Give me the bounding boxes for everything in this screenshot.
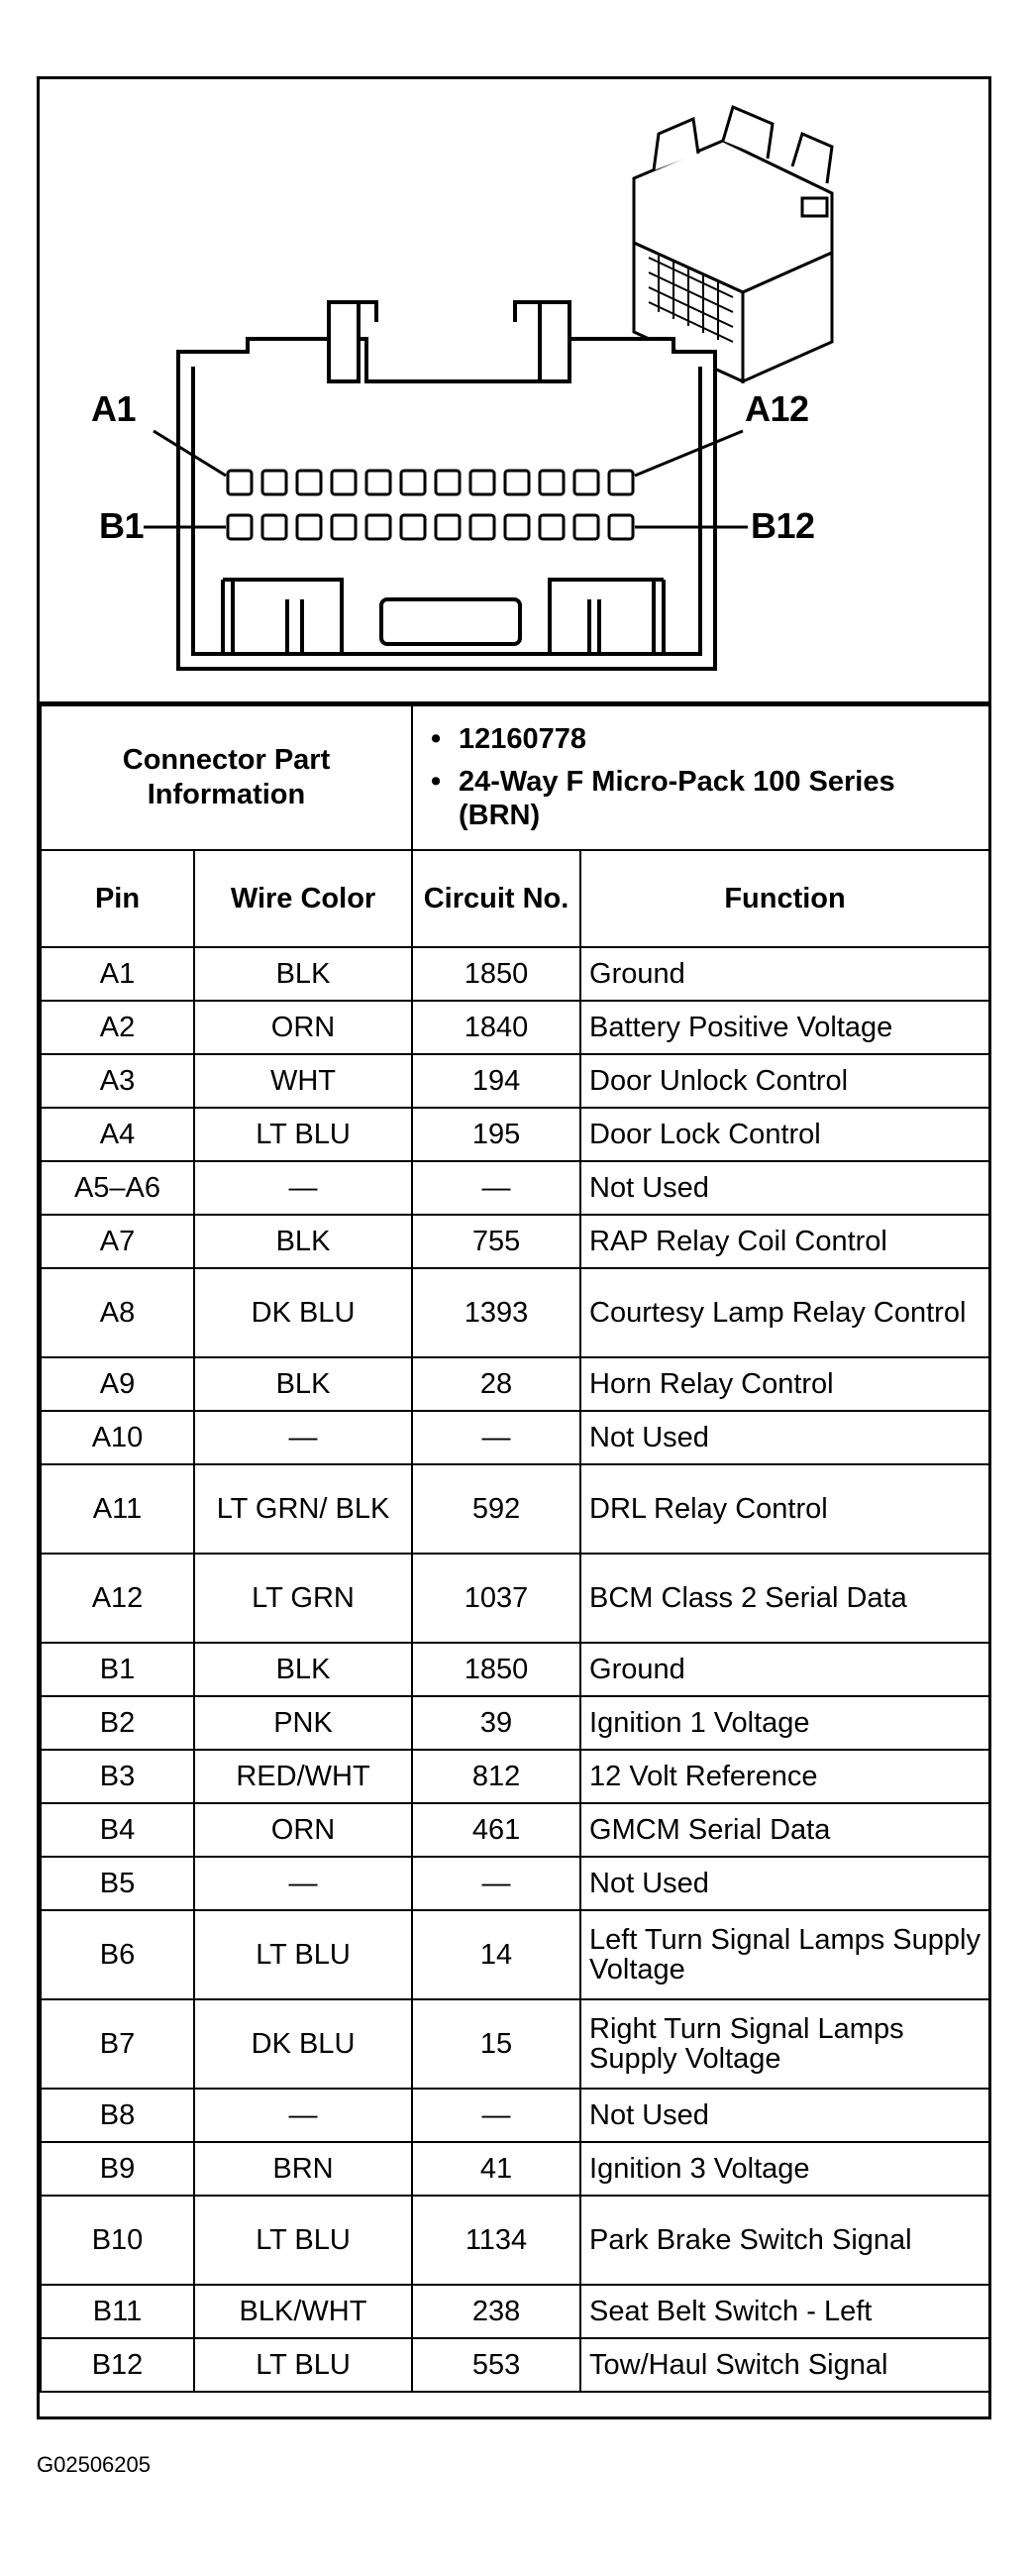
circuit-cell: 1840 [412,1001,580,1054]
wire-color-cell: LT BLU [194,2196,412,2285]
connector-face-drawing [40,79,988,701]
table-row [41,1464,989,1554]
connector-info-details [412,705,989,850]
table-row [41,2338,989,2392]
pin-cell: A7 [41,1215,194,1268]
function-cell: Door Lock Control [580,1108,989,1161]
table-row [41,1910,989,1999]
function-cell: BCM Class 2 Serial Data [580,1554,989,1643]
pin-cell: A2 [41,1001,194,1054]
pin-cell: B8 [41,2089,194,2142]
circuit-cell: 1850 [412,1643,580,1696]
connector-diagram [40,79,988,704]
wire-color-cell: LT BLU [194,2338,412,2392]
circuit-cell: 195 [412,1108,580,1161]
circuit-cell: 553 [412,2338,580,2392]
table-row [41,1696,989,1750]
pinout-table [40,704,990,2393]
wire-color-cell: LT GRN/ BLK [194,1464,412,1554]
function-cell: Left Turn Signal Lamps Supply Voltage [580,1910,989,1999]
circuit-cell: 41 [412,2142,580,2196]
wire-color-cell: — [194,1411,412,1464]
table-row [41,1108,989,1161]
pin-cell: A10 [41,1411,194,1464]
circuit-cell: 755 [412,1215,580,1268]
circuit-cell: — [412,2089,580,2142]
connector-info-row [41,705,989,850]
table-row [41,2285,989,2338]
pin-cell: B11 [41,2285,194,2338]
pin-cell: B5 [41,1857,194,1910]
pin-cell: A5–A6 [41,1161,194,1215]
table-row [41,1161,989,1215]
circuit-cell: 14 [412,1910,580,1999]
table-row [41,2196,989,2285]
circuit-cell: 812 [412,1750,580,1803]
table-row [41,1411,989,1464]
table-row [41,1803,989,1857]
wire-color-cell: — [194,2089,412,2142]
table-row [41,947,989,1001]
pin-cell: A8 [41,1268,194,1357]
pin-cell: B9 [41,2142,194,2196]
circuit-cell: 461 [412,1803,580,1857]
wire-color-cell: DK BLU [194,1268,412,1357]
circuit-cell: 1393 [412,1268,580,1357]
function-cell: Horn Relay Control [580,1357,989,1411]
function-cell: Not Used [580,1411,989,1464]
table-row [41,1857,989,1910]
pin-label-b12: B12 [751,505,815,546]
function-cell: GMCM Serial Data [580,1803,989,1857]
pin-cell: B12 [41,2338,194,2392]
function-cell: Ground [580,1643,989,1696]
circuit-cell: 28 [412,1357,580,1411]
wire-color-cell: BRN [194,2142,412,2196]
table-row [41,1215,989,1268]
pin-cell: A4 [41,1108,194,1161]
wire-color-cell: LT GRN [194,1554,412,1643]
circuit-cell: — [412,1857,580,1910]
circuit-cell: 1134 [412,2196,580,2285]
wire-color-cell: PNK [194,1696,412,1750]
wire-color-cell: BLK [194,1643,412,1696]
circuit-cell: 1850 [412,947,580,1001]
pin-label-a12: A12 [745,388,809,429]
function-cell: Not Used [580,2089,989,2142]
table-row [41,1001,989,1054]
connector-info-heading: Connector Part Information [41,705,412,850]
connector-description: • 24-Way F Micro-Pack 100 Series (BRN) [431,765,981,834]
wire-color-cell: LT BLU [194,1910,412,1999]
function-cell: DRL Relay Control [580,1464,989,1554]
table-row [41,2089,989,2142]
circuit-cell: 39 [412,1696,580,1750]
function-cell: 12 Volt Reference [580,1750,989,1803]
wire-color-cell: LT BLU [194,1108,412,1161]
pin-cell: B3 [41,1750,194,1803]
wire-color-cell: DK BLU [194,1999,412,2089]
circuit-cell: 238 [412,2285,580,2338]
figure-id: G02506205 [37,2452,151,2477]
circuit-cell: — [412,1161,580,1215]
table-row [41,1750,989,1803]
pin-cell: B7 [41,1999,194,2089]
pin-label-b1: B1 [99,505,145,546]
wire-color-cell: ORN [194,1803,412,1857]
connector-sheet [37,76,991,2419]
part-number: • 12160778 [431,722,981,757]
wire-color-cell: — [194,1857,412,1910]
table-row [41,1554,989,1643]
wire-color-cell: BLK [194,1215,412,1268]
pin-cell: A9 [41,1357,194,1411]
circuit-cell: — [412,1411,580,1464]
function-cell: Ignition 3 Voltage [580,2142,989,2196]
wire-color-cell: BLK/WHT [194,2285,412,2338]
table-row [41,1054,989,1108]
col-header-wire-color: Wire Color [194,850,412,947]
circuit-cell: 1037 [412,1554,580,1643]
table-header-row [41,850,989,947]
wire-color-cell: ORN [194,1001,412,1054]
circuit-cell: 194 [412,1054,580,1108]
function-cell: Right Turn Signal Lamps Supply Voltage [580,1999,989,2089]
function-cell: Ground [580,947,989,1001]
wire-color-cell: BLK [194,1357,412,1411]
table-row [41,2142,989,2196]
function-cell: Courtesy Lamp Relay Control [580,1268,989,1357]
function-cell: Not Used [580,1857,989,1910]
circuit-cell: 15 [412,1999,580,2089]
col-header-circuit: Circuit No. [412,850,580,947]
wire-color-cell: BLK [194,947,412,1001]
pin-cell: A12 [41,1554,194,1643]
function-cell: Battery Positive Voltage [580,1001,989,1054]
function-cell: Door Unlock Control [580,1054,989,1108]
table-row [41,1357,989,1411]
function-cell: Tow/Haul Switch Signal [580,2338,989,2392]
wire-color-cell: WHT [194,1054,412,1108]
pin-cell: B1 [41,1643,194,1696]
pin-cell: B6 [41,1910,194,1999]
wire-color-cell: RED/WHT [194,1750,412,1803]
col-header-pin: Pin [41,850,194,947]
table-row [41,1999,989,2089]
wire-color-cell: — [194,1161,412,1215]
pin-cell: B4 [41,1803,194,1857]
table-row [41,1643,989,1696]
function-cell: Park Brake Switch Signal [580,2196,989,2285]
pinout-rows [41,947,989,2392]
pin-cell: A11 [41,1464,194,1554]
pin-label-a1: A1 [91,388,137,429]
function-cell: Not Used [580,1161,989,1215]
pin-cell: A1 [41,947,194,1001]
function-cell: Ignition 1 Voltage [580,1696,989,1750]
table-row [41,1268,989,1357]
pin-cell: A3 [41,1054,194,1108]
circuit-cell: 592 [412,1464,580,1554]
function-cell: RAP Relay Coil Control [580,1215,989,1268]
pin-cell: B10 [41,2196,194,2285]
function-cell: Seat Belt Switch - Left [580,2285,989,2338]
pin-cell: B2 [41,1696,194,1750]
col-header-function: Function [580,850,989,947]
